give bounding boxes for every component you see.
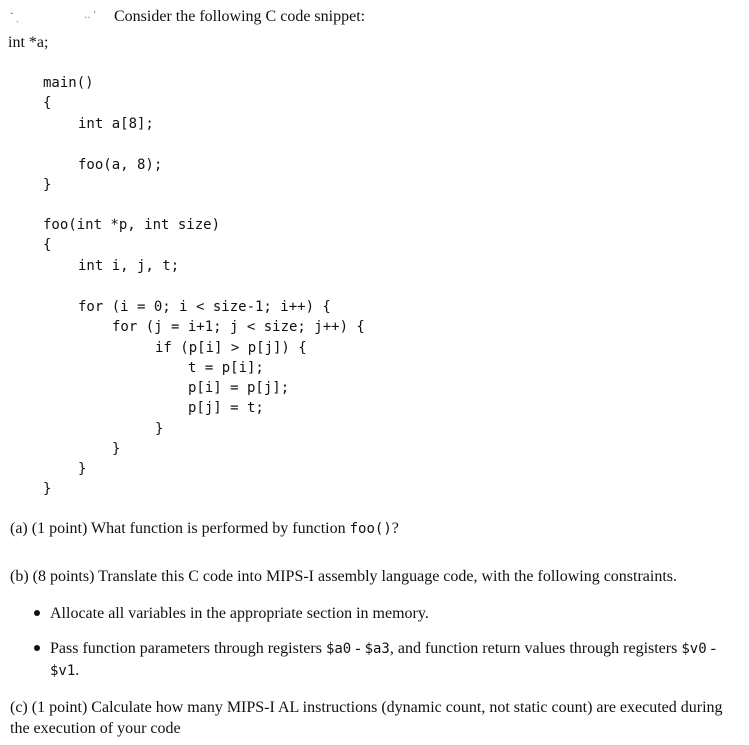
- question-a-text: (a) (1 point) What function is performed by function: [10, 520, 350, 537]
- list-item: [30, 603, 740, 624]
- constraint-text: -: [706, 640, 716, 657]
- register-name: $a0: [325, 641, 352, 657]
- code-line: for (j = i+1; j < size; j++) {: [112, 319, 365, 335]
- register-name: $v1: [50, 663, 76, 679]
- list-item: [30, 638, 740, 682]
- question-a-suffix: ?: [391, 520, 399, 537]
- code-line: }: [155, 421, 164, 437]
- scan-marks: ˇ ˎ: [10, 12, 20, 23]
- code-line: foo(int *p, int size): [43, 217, 221, 233]
- code-line: for (i = 0; i < size-1; i++) {: [78, 299, 331, 315]
- code-line: }: [112, 441, 121, 457]
- code-line: {: [43, 237, 52, 253]
- question-c: (c) (1 point) Calculate how many MIPS-I AL instructions (dynamic count, not static count) are executed during the execution of your code: [10, 699, 723, 737]
- constraint-text: , and function return values through registers: [389, 640, 682, 657]
- constraint-text: .: [75, 662, 80, 679]
- code-line: p[j] = t;: [188, 400, 264, 416]
- code-line: }: [78, 461, 87, 477]
- question-a: [10, 518, 738, 540]
- code-line: if (p[i] > p[j]) {: [155, 340, 307, 356]
- code-line: {: [43, 95, 52, 111]
- question-b: (b) (8 points) Translate this C code into MIPS-I assembly language code, with the following constraints.: [10, 568, 678, 585]
- code-line: main(): [43, 75, 94, 91]
- code-line: int a[8];: [78, 116, 154, 132]
- register-name: $a3: [364, 641, 390, 657]
- constraint-text: -: [351, 640, 365, 657]
- code-line: }: [43, 481, 52, 497]
- constraint-text: Allocate all variables in the appropriate section in memory.: [50, 605, 429, 622]
- constraints-list: [30, 603, 740, 682]
- question-a-code: foo(): [349, 521, 392, 537]
- global-declaration: int *a;: [8, 34, 49, 51]
- register-name: $v0: [681, 641, 707, 657]
- code-line: t = p[i];: [188, 360, 264, 376]
- scan-marks-2: ‥ ʽ: [84, 10, 97, 21]
- constraint-text: Pass function parameters through registers: [50, 640, 326, 657]
- intro-text: Consider the following C code snippet:: [114, 8, 366, 25]
- code-line: }: [43, 177, 52, 193]
- code-line: p[i] = p[j];: [188, 380, 290, 396]
- code-line: int i, j, t;: [78, 258, 180, 274]
- code-line: foo(a, 8);: [78, 157, 163, 173]
